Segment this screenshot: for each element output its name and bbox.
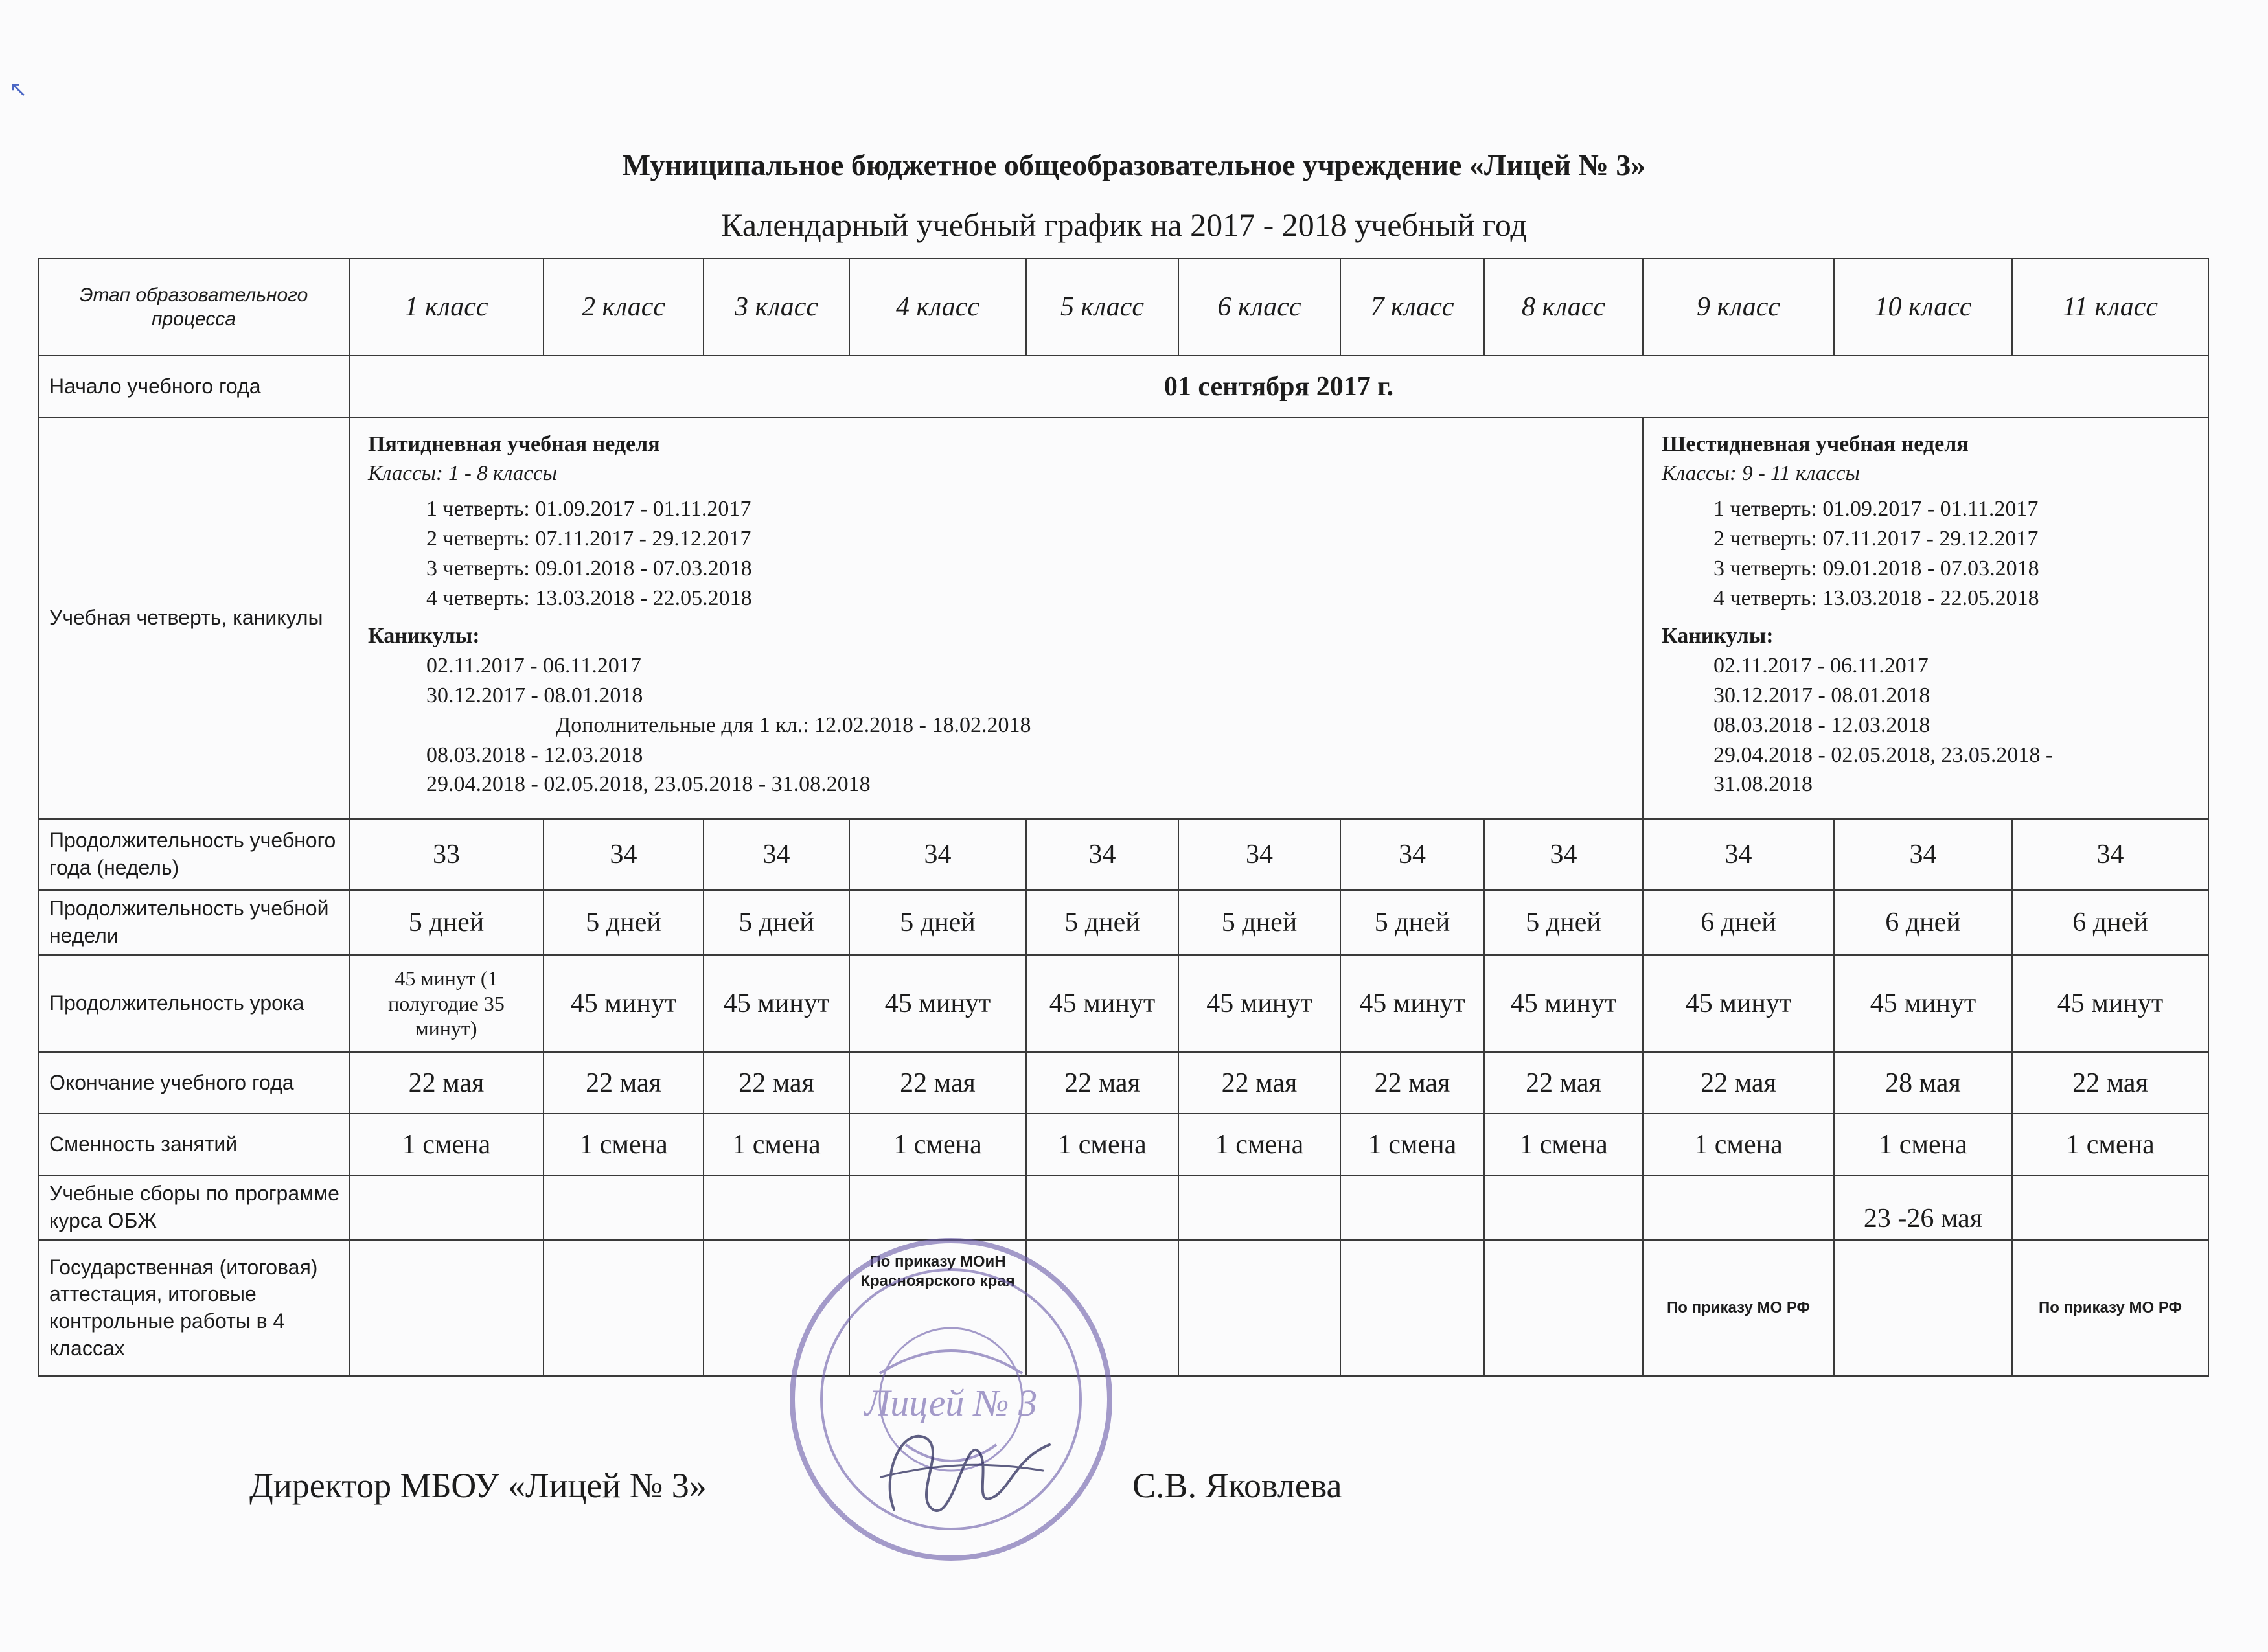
schedule-table [38,258,2209,1377]
table-cell [1643,1240,1834,1376]
table-cell [1643,1175,1834,1240]
table-cell: 1 смена [349,1114,544,1175]
table-cell: 45 минут [849,955,1026,1052]
table-cell: 5 дней [1026,890,1178,955]
table-cell: 1 смена [1834,1114,2012,1175]
table-cell: 6 дней [2012,890,2208,955]
page-subtitle: Календарный учебный график на 2017 - 2018 учебный год [721,207,1527,243]
table-cell: 45 минут [1178,955,1340,1052]
table-cell: 5 дней [1340,890,1484,955]
quarters-row [38,417,2208,819]
class-header: 2 класс [544,258,704,356]
table-cell: 22 мая [1178,1052,1340,1114]
quarter-line: 2 четверть: 07.11.2017 - 29.12.2017 [1713,527,2039,551]
quarter-line: 4 четверть: 13.03.2018 - 22.05.2018 [426,586,752,611]
table-cell: 22 мая [544,1052,704,1114]
table-cell: 34 [1026,819,1178,890]
table-cell: 34 [544,819,704,890]
table-cell: 28 мая [1834,1052,2012,1114]
table-cell: 45 минут [1643,955,1834,1052]
table-cell: 1 смена [704,1114,849,1175]
table-cell: 1 смена [1340,1114,1484,1175]
table-cell: 1 смена [849,1114,1026,1175]
table-cell [1178,1175,1340,1240]
holiday-line: 29.04.2018 - 02.05.2018, 23.05.2018 - 31.08.2018 [426,772,871,797]
class-header: 8 класс [1484,258,1643,356]
obzh-row [38,1175,2208,1240]
table-cell: 22 мая [1340,1052,1484,1114]
class-header: 5 класс [1026,258,1178,356]
table-cell: 45 минут [1484,955,1643,1052]
table-cell: 1 смена [1643,1114,1834,1175]
stamp-text: Лицей № 3 [864,1382,1038,1424]
quarter-line: 1 четверть: 01.09.2017 - 01.11.2017 [426,497,751,522]
table-cell: 22 мая [1643,1052,1834,1114]
table-cell: 5 дней [704,890,849,955]
start-date: 01 сентября 2017 г. [349,356,2208,417]
table-cell [1834,1240,2012,1376]
six-day-classes: Классы: 9 - 11 классы [1662,461,1860,485]
five-day-title: Пятидневная учебная неделя [368,432,660,456]
table-cell: 22 мая [349,1052,544,1114]
header-row [38,258,2208,356]
start-row [38,356,2208,417]
holiday-line: 02.11.2017 - 06.11.2017 [426,653,641,678]
attestation-row [38,1240,2208,1376]
class-header: 9 класс [1643,258,1834,356]
table-cell [544,1240,704,1376]
six-day-title: Шестидневная учебная неделя [1662,432,1969,456]
table-cell: 45 минут [1340,955,1484,1052]
table-cell: 5 дней [349,890,544,955]
order-note: По приказу МОиН Красноярского края [860,1253,1015,1290]
holidays-title: Каникулы: [1662,624,1774,648]
stage-header-cell [38,258,349,356]
table-cell: 22 мая [1026,1052,1178,1114]
table-cell: 34 [704,819,849,890]
table-cell: 34 [2012,819,2208,890]
holidays-title: Каникулы: [368,624,480,648]
table-cell [1026,1175,1178,1240]
table-cell: 5 дней [849,890,1026,955]
table-cell [704,1175,849,1240]
extra-holiday-line: Дополнительные для 1 кл.: 12.02.2018 - 18.02.2018 [556,713,1031,737]
director-label: Директор МБОУ «Лицей № 3» [249,1466,707,1505]
table-cell: 5 дней [1484,890,1643,955]
lesson-length-row [38,955,2208,1052]
row-label: Продолжительность урока [38,955,349,1052]
table-cell [1026,1240,1178,1376]
table-cell [544,1175,704,1240]
six-day-week-block [1643,417,2208,819]
scan-corner-mark: ↖ [9,76,28,102]
class-header: 11 класс [2012,258,2208,356]
table-cell: 45 минут [704,955,849,1052]
table-cell: 5 дней [544,890,704,955]
row-label: Учебная четверть, каникулы [38,417,349,819]
order-note: По приказу МО РФ [1667,1299,1810,1316]
table-cell: 22 мая [704,1052,849,1114]
class-header: 3 класс [704,258,849,356]
table-cell: 23 -26 мая [1834,1175,2012,1240]
table-cell: 22 мая [2012,1052,2208,1114]
table-cell [1340,1240,1484,1376]
row-label: Учебные сборы по программе курса ОБЖ [38,1175,349,1240]
table-cell: 1 смена [1178,1114,1340,1175]
quarter-line: 1 четверть: 01.09.2017 - 01.11.2017 [1713,497,2039,522]
table-cell: 5 дней [1178,890,1340,955]
table-cell: 34 [1643,819,1834,890]
table-cell: 34 [1834,819,2012,890]
quarter-line: 2 четверть: 07.11.2017 - 29.12.2017 [426,527,751,551]
table-cell: 1 смена [1026,1114,1178,1175]
row-label: Окончание учебного года [38,1052,349,1114]
class-header: 1 класс [349,258,544,356]
shift-row [38,1114,2208,1175]
table-cell [349,1175,544,1240]
row-label: Продолжительность учебного года (недель) [38,819,349,890]
table-cell: 1 смена [544,1114,704,1175]
table-cell [349,1240,544,1376]
holiday-line: 31.08.2018 [1713,772,1813,797]
table-cell [1484,1175,1643,1240]
quarter-line: 3 четверть: 09.01.2018 - 07.03.2018 [1713,556,2039,581]
row-label: Начало учебного года [38,356,349,417]
holiday-line: 30.12.2017 - 08.01.2018 [426,683,643,707]
table-cell: 34 [1484,819,1643,890]
page-title: Муниципальное бюджетное общеобразовательное учреждение «Лицей № 3» [622,148,1646,181]
table-cell: 34 [849,819,1026,890]
table-cell: 45 минут (1 полугодие 35 минут) [349,955,544,1052]
table-cell: 1 смена [2012,1114,2208,1175]
director-name: С.В. Яковлева [1132,1466,1342,1505]
holiday-line: 02.11.2017 - 06.11.2017 [1713,653,1929,678]
row-label: Государственная (итоговая) аттестация, итоговые контрольные работы в 4 классах [38,1240,349,1376]
table-cell: 6 дней [1834,890,2012,955]
five-day-classes: Классы: 1 - 8 классы [368,461,557,485]
class-header: 4 класс [849,258,1026,356]
class-header: 10 класс [1834,258,2012,356]
table-cell: 45 минут [1834,955,2012,1052]
holiday-line: 08.03.2018 - 12.03.2018 [426,742,643,767]
holiday-line: 29.04.2018 - 02.05.2018, 23.05.2018 - [1713,742,2054,767]
table-cell: 22 мая [849,1052,1026,1114]
table-cell [849,1175,1026,1240]
class-header: 6 класс [1178,258,1340,356]
table-cell [1340,1175,1484,1240]
quarter-line: 3 четверть: 09.01.2018 - 07.03.2018 [426,556,752,581]
quarter-line: 4 четверть: 13.03.2018 - 22.05.2018 [1713,586,2039,611]
signature-icon [855,1399,1062,1542]
table-cell: 22 мая [1484,1052,1643,1114]
table-cell: 34 [1178,819,1340,890]
table-cell [704,1240,849,1376]
row-label: Сменность занятий [38,1114,349,1175]
table-cell: 45 минут [544,955,704,1052]
year-length-row [38,819,2208,890]
order-note: По приказу МО РФ [2039,1299,2182,1316]
table-cell: 45 минут [2012,955,2208,1052]
row-label: Продолжительность учебной недели [38,890,349,955]
table-cell: 45 минут [1026,955,1178,1052]
year-end-row [38,1052,2208,1114]
stage-header: Этап образовательного процесса [79,284,308,330]
class-header: 7 класс [1340,258,1484,356]
table-cell: 1 смена [1484,1114,1643,1175]
table-cell [849,1240,1026,1376]
table-cell: 34 [1340,819,1484,890]
table-cell [2012,1175,2208,1240]
table-cell [2012,1240,2208,1376]
table-cell: 33 [349,819,544,890]
table-cell [1178,1240,1340,1376]
table-cell [1484,1240,1643,1376]
week-length-row [38,890,2208,955]
table-cell: 6 дней [1643,890,1834,955]
five-day-week-block [349,417,1643,819]
holiday-line: 30.12.2017 - 08.01.2018 [1713,683,1930,707]
holiday-line: 08.03.2018 - 12.03.2018 [1713,713,1930,737]
